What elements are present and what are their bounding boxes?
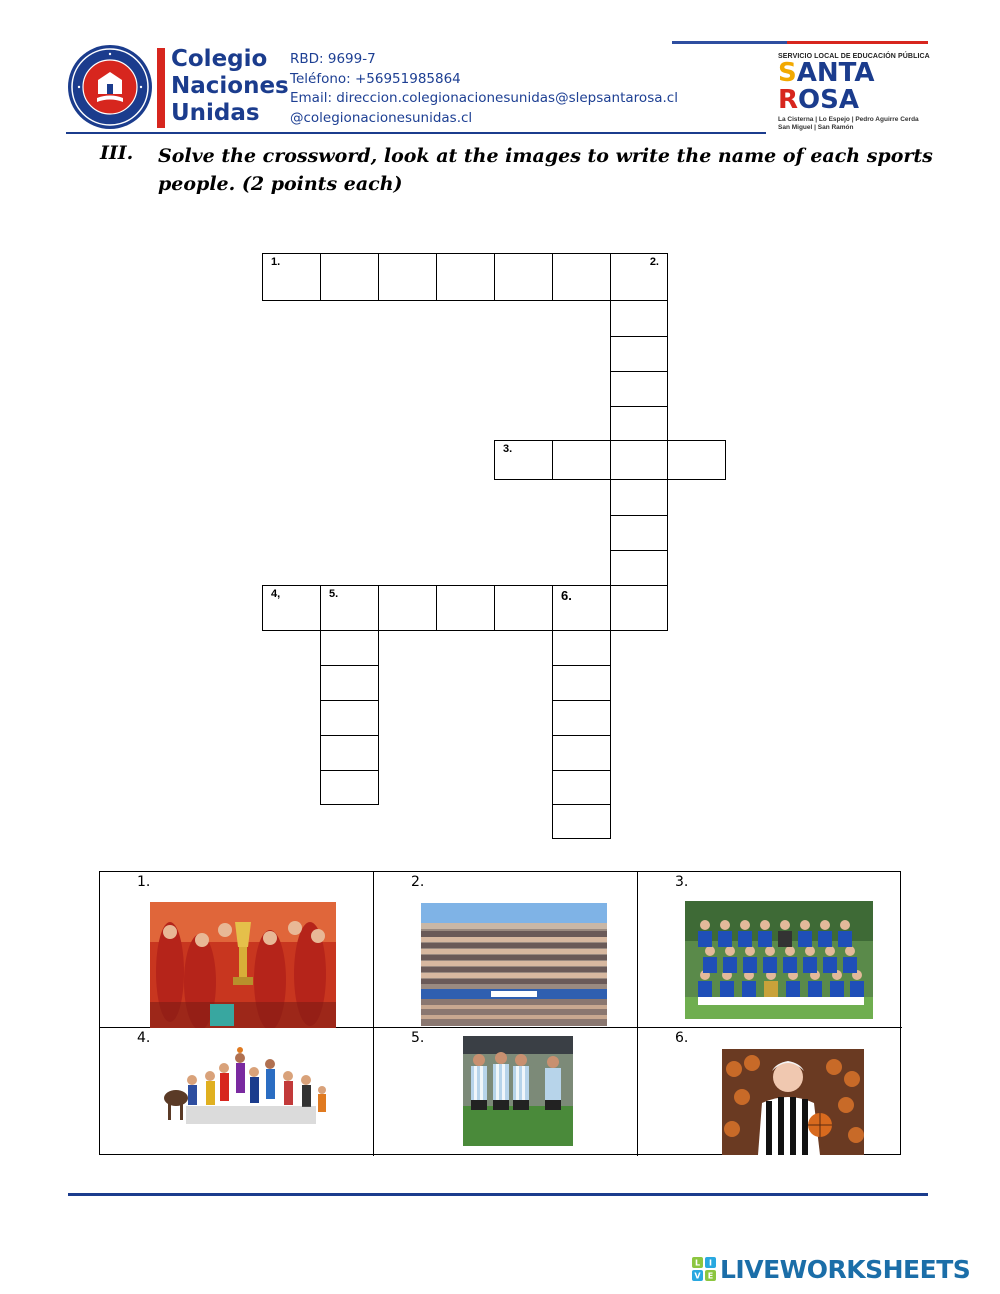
crossword-cell[interactable] — [610, 253, 668, 301]
liveworksheets-logo[interactable] — [692, 1254, 970, 1284]
svg-text:V: V — [694, 1271, 701, 1281]
crossword-cell[interactable] — [610, 336, 668, 372]
crossword-cell[interactable] — [494, 585, 553, 631]
brand-red-bar — [157, 48, 165, 128]
school-name-line-3: Unidas — [171, 100, 260, 126]
crossword-cell[interactable] — [552, 440, 611, 480]
crossword-cell[interactable] — [320, 700, 379, 736]
crossword-cell[interactable] — [262, 253, 321, 301]
school-name — [171, 46, 289, 127]
image-cell-4 — [100, 1028, 374, 1156]
clue-number-4: 4, — [271, 588, 281, 600]
school-name-line-2: Naciones — [171, 73, 289, 99]
images-table — [99, 871, 901, 1155]
image-number-4: 4. — [137, 1030, 151, 1046]
image-cell-2 — [374, 872, 638, 1028]
crossword-cell[interactable] — [552, 665, 611, 701]
slep-name-line-1: SANTA — [778, 58, 875, 88]
crossword-cell[interactable] — [378, 253, 437, 301]
school-contact-info — [290, 50, 678, 128]
crossword-cell[interactable] — [320, 585, 379, 631]
header-divider — [66, 132, 766, 134]
svg-text:E: E — [707, 1271, 714, 1281]
crossword-cell[interactable] — [320, 735, 379, 771]
crossword-cell[interactable] — [436, 585, 495, 631]
athletes-collage-photo — [162, 1046, 336, 1138]
crossword-cell[interactable] — [610, 300, 668, 337]
crossword-cell[interactable] — [320, 770, 379, 805]
crossword-cell[interactable] — [610, 550, 668, 586]
crossword-cell[interactable] — [552, 630, 611, 666]
crossword-cell[interactable] — [552, 804, 611, 839]
liveworksheets-brand: LIVEWORKSHEETS — [720, 1254, 971, 1284]
crossword-cell[interactable] — [320, 253, 379, 301]
crossword-cell[interactable] — [610, 406, 668, 441]
crossword-cell[interactable] — [552, 700, 611, 736]
image-cell-3 — [638, 872, 902, 1028]
image-number-1: 1. — [137, 874, 151, 890]
slep-santa-rosa-logo — [778, 53, 930, 132]
basketball-referee-photo — [722, 1049, 864, 1155]
image-number-3: 3. — [675, 874, 689, 890]
crossword-cell[interactable] — [320, 665, 379, 701]
svg-text:L: L — [694, 1258, 701, 1268]
clue-number-2: 2. — [649, 256, 659, 268]
crossword-cell[interactable] — [610, 440, 668, 480]
liveworksheets-icon — [692, 1257, 716, 1281]
image-number-2: 2. — [411, 874, 425, 890]
slep-top-rule — [672, 41, 928, 44]
image-cell-6 — [638, 1028, 902, 1156]
crossword-cell[interactable] — [320, 630, 379, 666]
football-team-portrait-photo — [685, 901, 873, 1019]
crossword-cell[interactable] — [552, 770, 611, 805]
crossword-cell[interactable] — [262, 585, 321, 631]
footer-divider — [68, 1193, 928, 1196]
crossword-cell[interactable] — [378, 585, 437, 631]
rbd-text: RBD: 9699-7 — [290, 51, 376, 67]
image-cell-1 — [100, 872, 374, 1028]
slep-communes: La Cisterna | Lo Espejo | Pedro Aguirre Cerda San Miguel | San Ramón — [778, 116, 919, 131]
clue-number-3: 3. — [503, 443, 513, 455]
crossword-cell[interactable] — [436, 253, 495, 301]
clue-number-1: 1. — [271, 256, 281, 268]
email-text: Email: direccion.colegionacionesunidas@slepsantarosa.cl — [290, 90, 678, 107]
question-instructions: Solve the crossword, look at the images to write the name of each sports people. (2 points each) — [158, 145, 933, 195]
champions-celebrating-trophy-photo — [150, 902, 336, 1028]
clue-number-5: 5. — [329, 588, 339, 600]
clue-number-6: 6. — [561, 588, 572, 603]
crossword-cell[interactable] — [610, 479, 668, 516]
crossword-cell[interactable] — [552, 585, 611, 631]
slep-service-label: SERVICIO LOCAL DE EDUCACIÓN PÚBLICA — [778, 53, 930, 60]
social-handle-text: @colegionacionesunidas.cl — [290, 109, 473, 126]
school-name-line-1: Colegio — [171, 46, 268, 72]
image-number-5: 5. — [411, 1030, 425, 1046]
image-cell-5 — [374, 1028, 638, 1156]
crossword-cell[interactable] — [552, 253, 611, 301]
question-number: III. — [100, 142, 134, 164]
football-players-photo — [463, 1036, 573, 1146]
crossword-cell[interactable] — [494, 440, 553, 480]
crossword-cell[interactable] — [610, 515, 668, 551]
stadium-crowd-photo — [421, 903, 607, 1026]
crossword-cell[interactable] — [552, 735, 611, 771]
svg-text:I: I — [709, 1258, 712, 1268]
school-seal-logo — [67, 44, 153, 130]
image-number-6: 6. — [675, 1030, 689, 1046]
crossword-cell[interactable] — [494, 253, 553, 301]
phone-text: Teléfono: +56951985864 — [290, 70, 461, 87]
crossword-cell[interactable] — [667, 440, 726, 480]
crossword-cell[interactable] — [610, 371, 668, 407]
crossword-cell[interactable] — [610, 585, 668, 631]
slep-name-line-2: ROSA — [778, 85, 859, 115]
